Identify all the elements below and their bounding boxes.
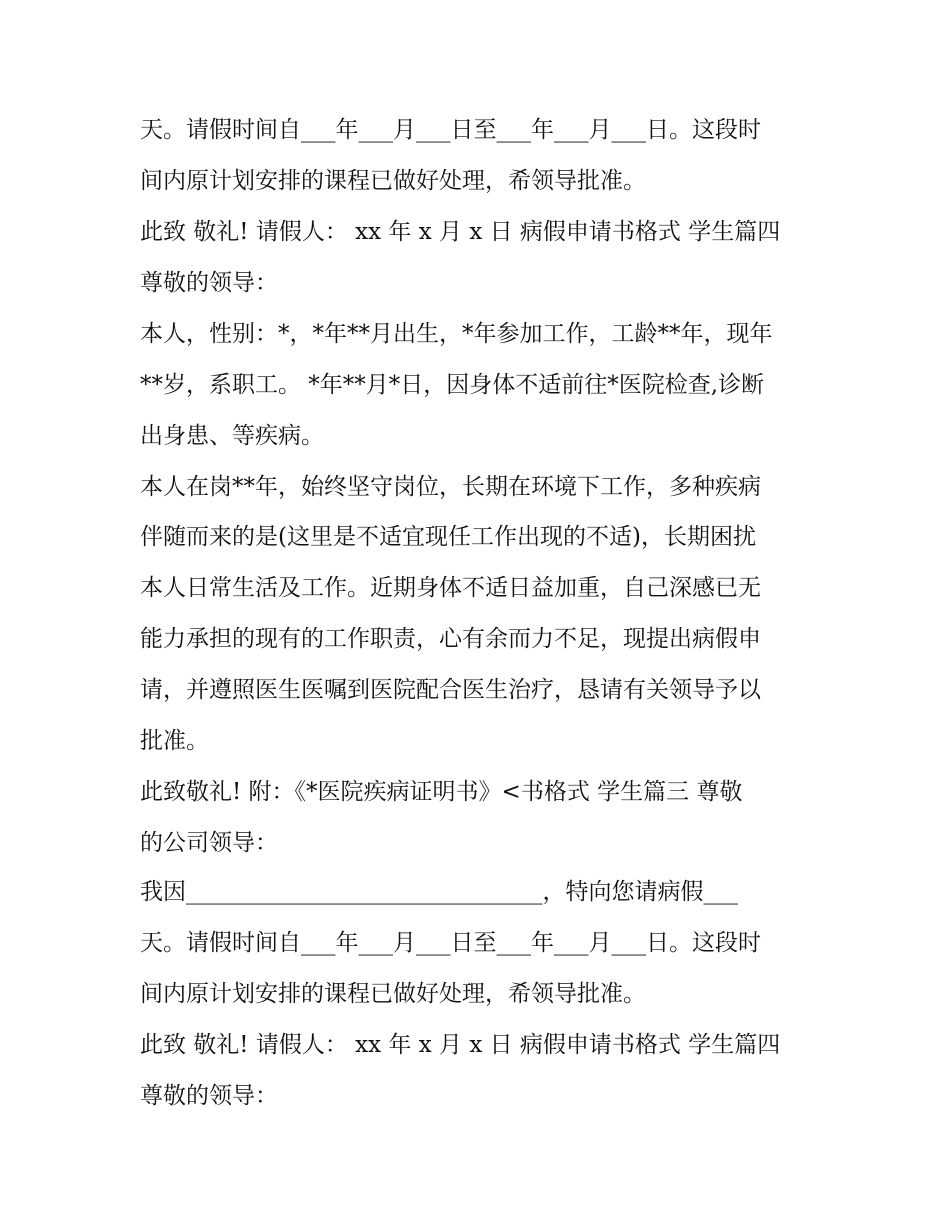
text-line: **岁，系职工。 *年**月*日，因身体不适前往*医院检查,诊断 (140, 372, 765, 398)
text-line: 此致敬礼! 附：《*医院疾病证明书》<书格式 学生篇三 尊敬 (140, 779, 743, 805)
text-line: 尊敬的领导： (140, 1083, 278, 1109)
text-line: 此致 敬礼! 请假人： xx 年 x 月 x 日 病假申请书格式 学生篇四 (140, 219, 781, 245)
text-line: 本人，性别：*，*年**月出生，*年参加工作，工龄**年，现年 (140, 321, 773, 347)
text-line: 本人日常生活及工作。近期身体不适日益加重，自己深感已无 (140, 575, 761, 601)
text-line: 的公司领导： (140, 830, 278, 856)
text-line: 批准。 (140, 728, 209, 754)
text-line: 能力承担的现有的工作职责，心有余而力不足，现提出病假申 (140, 626, 761, 652)
text-line: 伴随而来的是(这里是不适宜现任工作出现的不适)，长期困扰 (140, 524, 756, 550)
text-line: 本人在岗**年，始终坚守岗位，长期在环境下工作，多种疾病 (140, 474, 761, 500)
text-line: 出身患、等疾病。 (140, 423, 324, 449)
text-line: 间内原计划安排的课程已做好处理，希领导批准。 (140, 981, 646, 1007)
text-line: 天。请假时间自___年___月___日至___年___月___日。这段时 (140, 930, 761, 956)
text-line: 此致 敬礼! 请假人： xx 年 x 月 x 日 病假申请书格式 学生篇四 (140, 1032, 781, 1058)
text-line: 我因_______________________________，特向您请病假___ (140, 879, 738, 905)
text-line: 间内原计划安排的课程已做好处理，希领导批准。 (140, 168, 646, 194)
text-line: 天。请假时间自___年___月___日至___年___月___日。这段时 (140, 117, 761, 143)
text-line: 请，并遵照医生医嘱到医院配合医生治疗，恳请有关领导予以 (140, 677, 761, 703)
text-line: 尊敬的领导： (140, 270, 278, 296)
